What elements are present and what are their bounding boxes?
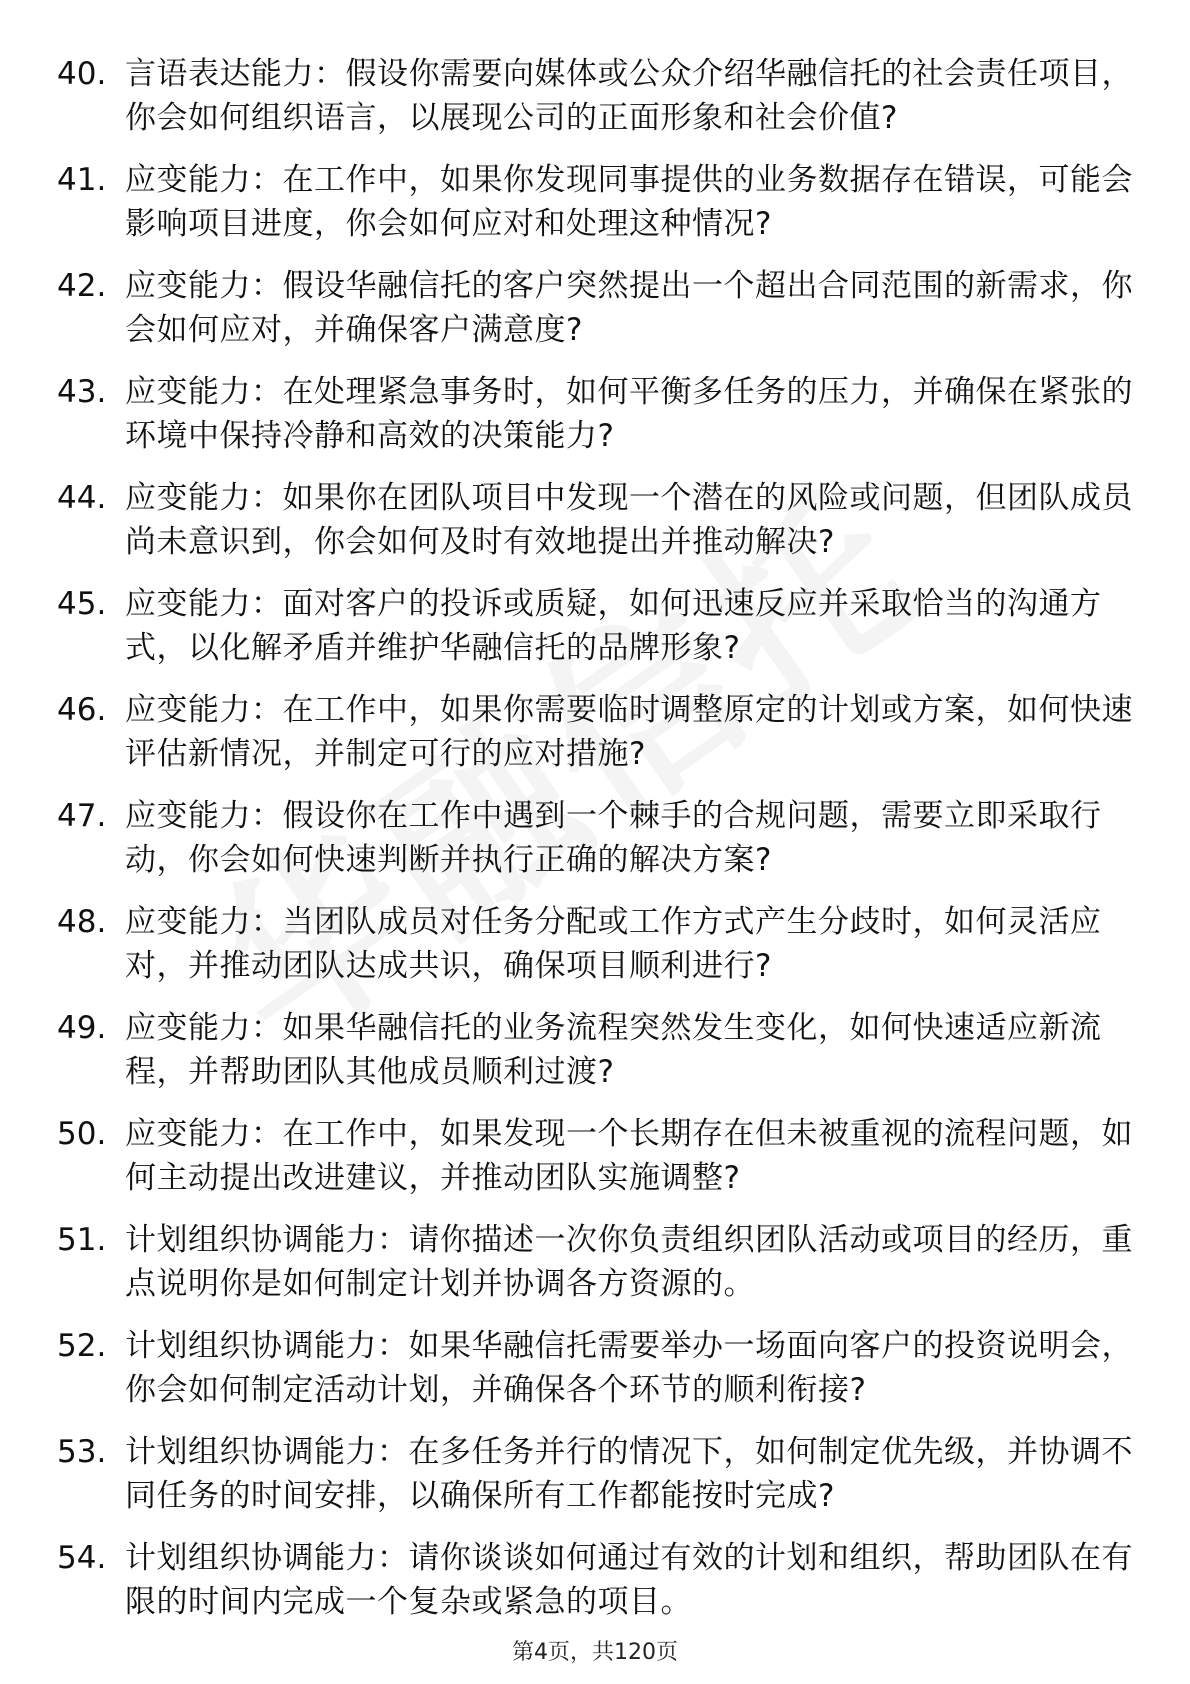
question-text: 应变能力：在工作中，如果你需要临时调整原定的计划或方案，如何快速评估新情况，并制定可行的应对措施? xyxy=(125,692,1133,772)
question-item xyxy=(57,582,1137,670)
question-item xyxy=(57,370,1137,458)
question-number: 42. xyxy=(57,268,107,304)
question-text: 应变能力：假设你在工作中遇到一个棘手的合规问题，需要立即采取行动，你会如何快速判断并执行正确的解决方案? xyxy=(125,798,1102,878)
question-text: 应变能力：在处理紧急事务时，如何平衡多任务的压力，并确保在紧张的环境中保持冷静和高效的决策能力? xyxy=(125,374,1133,454)
question-text: 计划组织协调能力：如果华融信托需要举办一场面向客户的投资说明会，你会如何制定活动计划，并确保各个环节的顺利衔接? xyxy=(125,1328,1133,1408)
question-item xyxy=(57,900,1137,988)
question-number: 41. xyxy=(57,162,107,198)
question-number: 54. xyxy=(57,1540,107,1576)
page-footer: 第4页，共120页 xyxy=(512,1640,678,1665)
question-list xyxy=(57,52,1137,1642)
question-number: 50. xyxy=(57,1116,107,1152)
question-item xyxy=(57,158,1137,246)
question-text: 应变能力：在工作中，如果发现一个长期存在但未被重视的流程问题，如何主动提出改进建议，并推动团队实施调整? xyxy=(125,1116,1133,1196)
question-item xyxy=(57,264,1137,352)
question-number: 51. xyxy=(57,1222,107,1258)
question-text: 应变能力：如果华融信托的业务流程突然发生变化，如何快速适应新流程，并帮助团队其他成员顺利过渡? xyxy=(125,1010,1102,1090)
question-text: 应变能力：当团队成员对任务分配或工作方式产生分歧时，如何灵活应对，并推动团队达成共识，确保项目顺利进行? xyxy=(125,904,1102,984)
question-number: 46. xyxy=(57,692,107,728)
question-number: 45. xyxy=(57,586,107,622)
question-number: 44. xyxy=(57,480,107,516)
question-text: 应变能力：假设华融信托的客户突然提出一个超出合同范围的新需求，你会如何应对，并确保客户满意度? xyxy=(125,268,1133,348)
question-text: 计划组织协调能力：请你描述一次你负责组织团队活动或项目的经历，重点说明你是如何制定计划并协调各方资源的。 xyxy=(125,1222,1133,1302)
question-number: 43. xyxy=(57,374,107,410)
question-text: 应变能力：面对客户的投诉或质疑，如何迅速反应并采取恰当的沟通方式，以化解矛盾并维护华融信托的品牌形象? xyxy=(125,586,1102,666)
question-number: 40. xyxy=(57,56,107,92)
question-item xyxy=(57,688,1137,776)
question-item xyxy=(57,1006,1137,1094)
question-text: 言语表达能力：假设你需要向媒体或公众介绍华融信托的社会责任项目，你会如何组织语言，以展现公司的正面形象和社会价值? xyxy=(125,56,1133,136)
question-number: 47. xyxy=(57,798,107,834)
question-item xyxy=(57,794,1137,882)
question-number: 48. xyxy=(57,904,107,940)
question-item xyxy=(57,52,1137,140)
question-item xyxy=(57,1218,1137,1306)
question-number: 53. xyxy=(57,1434,107,1470)
question-text: 应变能力：在工作中，如果你发现同事提供的业务数据存在错误，可能会影响项目进度，你会如何应对和处理这种情况? xyxy=(125,162,1133,242)
question-text: 计划组织协调能力：请你谈谈如何通过有效的计划和组织，帮助团队在有限的时间内完成一个复杂或紧急的项目。 xyxy=(125,1540,1133,1620)
question-number: 52. xyxy=(57,1328,107,1364)
question-item xyxy=(57,476,1137,564)
question-item xyxy=(57,1324,1137,1412)
question-text: 应变能力：如果你在团队项目中发现一个潜在的风险或问题，但团队成员尚未意识到，你会如何及时有效地提出并推动解决? xyxy=(125,480,1133,560)
question-text: 计划组织协调能力：在多任务并行的情况下，如何制定优先级，并协调不同任务的时间安排，以确保所有工作都能按时完成? xyxy=(125,1434,1133,1514)
question-number: 49. xyxy=(57,1010,107,1046)
question-item xyxy=(57,1536,1137,1624)
question-item xyxy=(57,1112,1137,1200)
question-item xyxy=(57,1430,1137,1518)
